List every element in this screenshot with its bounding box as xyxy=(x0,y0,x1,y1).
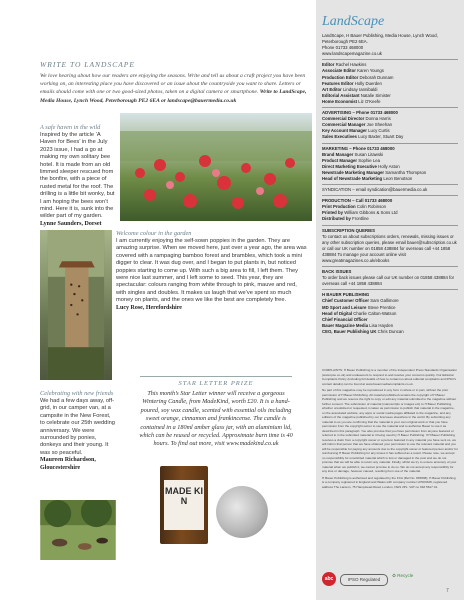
bee-hotel-photo xyxy=(40,230,112,380)
production-heading: PRODUCTION – Call 01733 468000 xyxy=(322,198,393,204)
recycle-logo: ♻ Recycle xyxy=(392,573,414,578)
role-person: Colin Robinson xyxy=(355,204,387,210)
letter-3-body xyxy=(40,398,116,472)
role-title: Distributed by xyxy=(322,216,351,222)
role-title: Art Editor xyxy=(322,86,342,92)
back-issues-heading: BACK ISSUES xyxy=(322,269,352,275)
role-title: MD Sport and Leisure xyxy=(322,304,367,310)
abc-logo: abc xyxy=(322,572,336,586)
footer-logos xyxy=(322,570,458,588)
role-title: Commercial Manager xyxy=(322,122,366,128)
role-person: Rachel Hawkins xyxy=(334,62,367,68)
recycle-label: Recycle xyxy=(397,573,414,578)
role-person: Holly Duerden xyxy=(353,80,382,86)
letter-3-title: Celebrating with new friends xyxy=(40,390,114,397)
role-person: Chris Duncan xyxy=(376,328,404,334)
role-person: Natalie Simister xyxy=(359,92,391,98)
legal-text xyxy=(322,368,458,491)
role-person: Karen Youngs xyxy=(355,68,384,74)
bauer-list xyxy=(322,298,458,335)
role-person: Lindsay Iannibaldi xyxy=(341,86,378,92)
editorial-list xyxy=(322,62,458,105)
masthead-role xyxy=(322,176,458,182)
role-person: Liz O’Keefe xyxy=(357,98,381,104)
role-person: Joe Sheehan xyxy=(365,122,392,128)
advertising-list xyxy=(322,116,458,140)
letter-3-text: We had a few days away, off-grid, in our camper van, at a campsite in the New Forest, to celebrate our 25th wedding anniversary. We were surrounded by ponies, donkeys and their young. It was so peaceful. xyxy=(40,398,115,456)
role-person: Donna Harris xyxy=(364,116,391,122)
role-title: Home Economist xyxy=(322,98,358,104)
masthead-role xyxy=(322,99,458,105)
role-title: Production Editor xyxy=(322,74,359,80)
role-person: Samantha Thompson xyxy=(384,169,427,175)
star-letter-box xyxy=(120,374,312,550)
letter-2-text: I am currently enjoying the self-sown poppies in the garden. They are amazing surprise. When we moved here, just over a year ago, the area was covered with a rampaging bamboo forest and brambles, which took a mini digger to clear. It was dug over, and I began to put plants in, but noticed poppies starting to come up. With such a big area to fill, I left them. They were nice last summer, and I left some to seed. This year, they are spectacular: colours ranging from white through to pink, mauve and red, with singles and doubles. It makes us laugh that we’ve spent so much money on plants, and the ones we like the best are completely free. xyxy=(116,238,307,304)
role-person: William Gibbons & Sons Ltd xyxy=(343,210,398,216)
intro-body: We love hearing about how our readers are enjoying the seasons. Write and tell us about a craft project you have been working on, an interesting place you have discovered or an issue about the countryside you want to share. Letters or emails should come with one or two good-sized photos, taken on a digital camera or smartphone. xyxy=(40,73,306,96)
back-issues-body: To order back issues please call our UK number on 01858 438884 for overseas call +44 1858 438884 xyxy=(322,275,455,287)
role-title: Newstrade Marketing Manager xyxy=(322,169,385,175)
advertising-heading: ADVERTISING – Phone 01733 468000 xyxy=(322,110,398,116)
role-person: Charlie Calton-Watson xyxy=(352,310,397,316)
role-person: Leon Benotson xyxy=(382,175,413,181)
role-title: Chief Financial Officer xyxy=(322,316,368,322)
masthead-phone: Phone 01733 468000 xyxy=(322,45,364,51)
role-title: CEO, Bauer Publishing UK xyxy=(322,328,377,334)
letter-2-signature: Lucy Rose, Herefordshire xyxy=(116,304,182,311)
role-person: Lucy Curtis xyxy=(366,128,390,134)
write-to-landscape-heading: WRITE TO LANDSCAPE xyxy=(40,60,135,69)
role-person: Frontline xyxy=(350,216,369,222)
intro-text xyxy=(40,72,310,105)
legal-copyright: No part of this magazine may be reproduced in any form in whole or in part, without the prior permission of H Bauer Publishing. All material published remains the copyright of H Bauer Publishing and we reserve the right to copy or edit any material submitted to the magazine without further consent. The submission of material (manuscripts or images etc) to H Bauer Publishing, whether unsolicited or requested, is taken as permission to publish that material in the magazine, on the associated website, any apps or social media pages affiliated to the magazine, and any editions of the magazine published by our licensees elsewhere in the world. By submitting any material to us you are confirming that the material is your own original work or that you have permission from the copyright owner to use the material and to authorise Bauer to use it as described in this paragraph. You also promise that you have permission from anyone featured or referred to in the submitted material to it being used by H Bauer Publishing. If H Bauer Publishing receives a claim from a copyright owner or a person featured in any material you have sent us, we will inform that person that we have obtained your permission to use the relevant material and you will be responsible for paying any amounts due to the copyright owner or featured person and/or for reimbursing H Bauer Publishing for any losses it has suffered as a result. Please note, we accept no responsibility for unsolicited material which is lost or damaged in the post and we do not promise that we will be able to return any material. Finally, whilst we try to ensure accuracy of your material when we publish it, we cannot promise to do so. We do not accept any responsibility for any loss or damage, however caused, resulting from use of the material. xyxy=(322,388,458,473)
candle-lid xyxy=(216,486,268,538)
letter-2-body xyxy=(116,238,308,312)
masthead-text xyxy=(322,33,458,335)
role-title: Head of Newstrade Marketing xyxy=(322,175,383,181)
role-person: Susan Litawski xyxy=(353,151,384,157)
letter-2-title: Welcome colour in the garden xyxy=(116,230,192,237)
role-title: Associate Editor xyxy=(322,68,356,74)
subscription-body: To contact us about subscriptions orders, renewals, missing issues or any other subscription queries, please email bauer@subscription.co.uk or call our UK number on 01858 438884 for overseas call +44 1858 438884 To manage your account online visit www.greatmagazines.co.uk/ebooks xyxy=(322,233,457,263)
landscape-logo: LandScape xyxy=(322,14,385,29)
role-title: Sales Executives xyxy=(322,134,357,140)
legal-complaints: COMPLAINTS: H Bauer Publishing is a member of the Independent Press Standards Organisation (www.ipso.co.uk) and endeavours to respond to and resolve your concerns quickly. Our Editorial Complaints Policy (including full details of how to contact us about editorial complaints and IPSO's contact details) can be found at www.bauermediacomplaints.co.uk. xyxy=(322,368,457,386)
candle-label xyxy=(164,480,204,530)
role-title: Key Account Manager xyxy=(322,128,367,134)
letter-1-title: A safe haven in the wild xyxy=(40,124,101,131)
masthead-role xyxy=(322,216,458,222)
ipso-logo: IPSO Regulated xyxy=(340,574,388,586)
star-letter-title: STAR LETTER PRIZE xyxy=(178,380,254,387)
letter-1-signature: Lynne Saunders, Dorset xyxy=(40,220,102,227)
role-person: Deborah Dunnam xyxy=(358,74,394,80)
poppy-garden-photo xyxy=(120,113,312,221)
page-number: 7 xyxy=(446,588,449,594)
role-person: Sophie Lea xyxy=(357,157,381,163)
star-letter-body: This month’s Star Letter winner will receive a gorgeous Wintering Candle, from MadeKind, worth £20. It is a hand-poured, soy wax candle, scented with essential oils including sweet orange, cinnamon and frankincense. The candle is contained in a 180ml amber glass jar, with an aluminium lid, which can be reused or recycled. Approximate burn time is 40 hours. To find out more, visit www.madekind.co.uk xyxy=(139,390,293,448)
role-person: Lisa Hayden xyxy=(368,322,394,328)
star-rule xyxy=(140,376,292,377)
syndication-line: SYNDICATION – email syndication@bauermedia.co.uk xyxy=(322,187,428,193)
letter-1-body xyxy=(40,132,116,228)
production-list xyxy=(322,204,458,222)
role-title: Product Manager xyxy=(322,157,358,163)
role-person: Lucy Baxter, Stuart Day xyxy=(356,134,404,140)
role-person: Holly Aston xyxy=(376,163,400,169)
marketing-heading: MARKETING – Phone 01733 468000 xyxy=(322,145,395,151)
role-title: Features Editor xyxy=(322,80,354,86)
masthead-role xyxy=(322,134,458,140)
legal-registration: H Bauer Publishing is authorised and regulated by the FCA (Ref No. 845898). H Bauer Publishing is a company registered in England and Wales with company number LP003328, registered address The Lantern, 75 Hampstead Road, London, NW1 2PL. VAT no 918 5617 01. xyxy=(322,475,456,489)
role-title: Editorial Assistant xyxy=(322,92,360,98)
intro-address: Write to LandScape, Media House, Lynch Wood, Peterborough PE2 6EA or landscape@bauermedia.co.uk xyxy=(40,89,307,104)
letter-3-signature: Maureen Richardson, Gloucestershire xyxy=(40,457,96,471)
masthead-address: LandScape, H Bauer Publishing, Media House, Lynch Wood, Peterborough PE2 6EA. xyxy=(322,33,438,45)
marketing-list xyxy=(322,152,458,182)
role-title: Editor xyxy=(322,62,335,68)
candle-label-text: MADE KIN xyxy=(165,486,203,506)
role-title: Head of Digital xyxy=(322,310,353,316)
role-title: Bauer Magazine Media xyxy=(322,322,369,328)
ponies-photo xyxy=(40,500,116,560)
masthead-role xyxy=(322,329,458,335)
role-title: Brand Manager xyxy=(322,151,354,157)
bauer-heading: H BAUER PUBLISHING xyxy=(322,292,370,298)
letter-1-text: Inspired by the article ‘A Haven for Bees’ in the July 2023 issue, I had a go at making my own solitary bee hotel. It is made from an old limmed sleeper rescued from the bonfire, with a piece of rusted metal for the roof. The drilling is a little bit wonky, but I am hoping the bees won’t mind. Here it is, sunk into the wilder part of my garden. xyxy=(40,132,115,220)
subscription-heading: SUBSCRIPTION QUERIES xyxy=(322,227,376,233)
role-title: Chief Customer Officer xyxy=(322,298,370,304)
role-person: Steve Prentice xyxy=(366,304,396,310)
role-title: Commercial Director xyxy=(322,116,365,122)
role-title: Printed by xyxy=(322,210,344,216)
role-title: Print Production xyxy=(322,204,356,210)
role-person: Sam Gallimore xyxy=(369,298,399,304)
role-title: Direct Marketing Executive xyxy=(322,163,377,169)
masthead-web[interactable]: www.landscapemagazine.co.uk xyxy=(322,51,382,57)
